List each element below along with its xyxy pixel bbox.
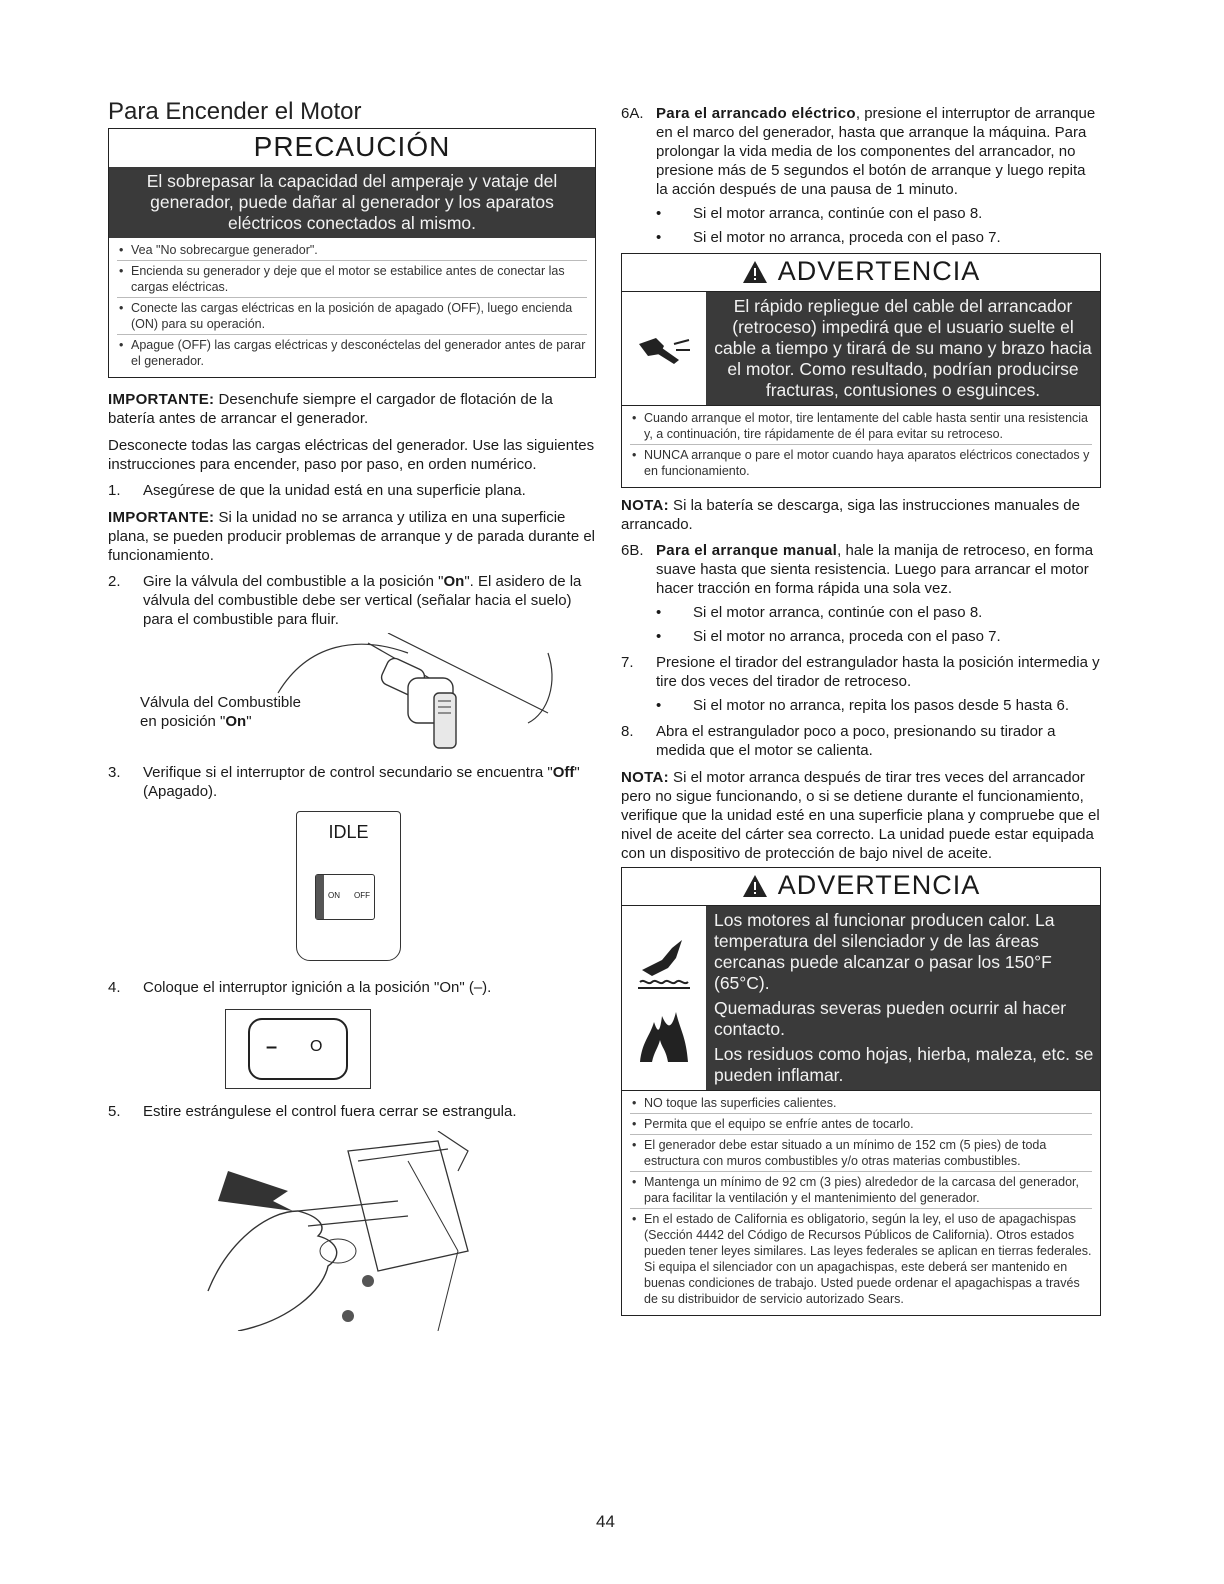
warning-triangle-icon: [742, 874, 768, 898]
ignition-switch-figure: [108, 1009, 596, 1095]
nota-2: NOTA: Si el motor arranca después de tirar tres veces del arrancador pero no sigue funcionando, o si se detiene durante el funcionamiento, verifique que la unidad esté en una superficie plana y compruebe que el nivel de aceite del cárter sea correcto. La unidad puede estar equipada con un dispositivo de protección de bajo nivel de aceite.: [621, 769, 1100, 862]
advertencia-band-1: El rápido repliegue del cable del arrancador (retroceso) impedirá que el usuario suelte el cable a tiempo y tirará de su mano y brazo hacia el motor. Como resultado, podrían producirse fracturas, contusiones o esguinces.: [706, 292, 1100, 405]
list-item: • NO toque las superficies calientes.: [630, 1093, 1092, 1113]
list-item: • El generador debe estar situado a un mínimo de 152 cm (5 pies) de toda estructura con muros combustibles y/o otras materias combustibles.: [630, 1134, 1092, 1171]
list-item: • Vea "No sobrecargue generador".: [117, 240, 587, 260]
step-6a-sub-1: • Si el motor arranca, continúe con el paso 8.: [621, 204, 1101, 223]
list-item: • Encienda su generador y deje que el motor se estabilice antes de conectar las cargas eléctricas.: [117, 260, 587, 297]
step-6a-sub-2: • Si el motor no arranca, proceda con el paso 7.: [621, 228, 1101, 247]
advertencia-band-2c: Los residuos como hojas, hierba, maleza, etc. se pueden inflamar.: [714, 1044, 1094, 1085]
idle-off-label: OFF: [354, 891, 370, 900]
switch-dash: –: [266, 1036, 278, 1058]
idle-label: IDLE: [328, 822, 369, 842]
precaucion-box: [108, 128, 596, 378]
advertencia-bullets-1: [622, 405, 1100, 487]
page-number: 44: [596, 1512, 615, 1531]
list-item: • Cuando arranque el motor, tire lentamente del cable hasta sentir una resistencia y, a continuación, tire rápidamente de él para evitar su retroceso.: [630, 408, 1092, 444]
switch-o: O: [310, 1038, 323, 1055]
warning-triangle-icon: [742, 260, 768, 284]
step-1: 1. Asegúrese de que la unidad está en una superficie plana.: [108, 482, 526, 499]
step-6a: 6A. Para el arrancado eléctrico, presione el interruptor de arranque en el marco del generador, hasta que arranque la máquina. Para prolongar la vida media de los componentes del arrancador, no presione más de 5 segundos el botón de arranque y luego repita la acción después de una pausa de 1 minuto.: [621, 105, 1096, 198]
fire-icon: [632, 1002, 696, 1066]
list-item: • NUNCA arranque o pare el motor cuando haya aparatos eléctricos conectados y en funcionamiento.: [630, 444, 1092, 481]
list-item: • Apague (OFF) las cargas eléctricas y desconéctelas del generador antes de parar el generador.: [117, 334, 587, 371]
step-7: 7. Presione el tirador del estrangulador hasta la posición intermedia y tire dos veces del tirador de retroceso.: [621, 654, 1100, 690]
ignition-switch[interactable]: [248, 1018, 348, 1080]
intro-paragraph: Desconecte todas las cargas eléctricas del generador. Use las siguientes instrucciones para encender, paso por paso, en orden numérico.: [108, 437, 595, 473]
section-title: Para Encender el Motor: [108, 98, 362, 125]
list-item: • Conecte las cargas eléctricas en la posición de apagado (OFF), luego encienda (ON) para su operación.: [117, 297, 587, 334]
fuel-valve-figure: [108, 633, 596, 753]
advertencia-bullets-2: [622, 1090, 1100, 1315]
step-6b: 6B. Para el arranque manual, hale la manija de retroceso, en forma suave hasta que sienta resistencia. Luego para arrancar el motor hacer tracción en forma rápida una sola vez.: [621, 542, 1094, 597]
advertencia-band-2b: Quemaduras severas pueden ocurrir al hacer contacto.: [714, 998, 1067, 1039]
step-5: 5. Estire estrángulese el control fuera cerrar se estrangula.: [108, 1103, 517, 1120]
list-item: • Mantenga un mínimo de 92 cm (3 pies) alrededor de la carcasa del generador, para facilitar la ventilación y el mantenimiento del generador.: [630, 1171, 1092, 1208]
nota-1: NOTA: Si la batería se descarga, siga las instrucciones manuales de arrancado.: [621, 497, 1080, 533]
step-8: 8. Abra el estrangulador poco a poco, presionando su tirador a medida que el motor se calienta.: [621, 723, 1056, 759]
important-note-1: IMPORTANTE: Desenchufe siempre el cargador de flotación de la batería antes de arrancar el generador.: [108, 391, 553, 427]
list-item: • En el estado de California es obligatorio, según la ley, el uso de apagachispas (Sección 4442 del Código de Recursos Públicos de California). Otros estados pueden tener leyes similares. Las leyes federales se aplican en tierras federales. Si equipa el silenciador con un apagachispas, este deberá ser mantenido en buenas condiciones de trabajo. Usted puede ordenar el apagachispas a través de su distribuidor de servicio autorizado Sears.: [630, 1208, 1092, 1309]
valve-caption: Válvula del Combustible en posición "On": [140, 694, 301, 730]
hot-surface-icon: [632, 930, 696, 994]
precaucion-heading: PRECAUCIÓN: [253, 131, 451, 162]
idle-on-label: ON: [328, 891, 340, 900]
step-6b-sub-1: • Si el motor arranca, continúe con el paso 8.: [621, 603, 1101, 622]
recoil-hand-icon: [634, 324, 694, 374]
idle-switch-figure: [108, 811, 596, 971]
advertencia-band-2a: Los motores al funcionar producen calor. La temperatura del silenciador y de las áreas cercanas puede alcanzar o pasar los 150°F (65°C).: [714, 910, 1055, 993]
left-column: [108, 98, 596, 1331]
choke-hand-icon: [108, 1131, 596, 1331]
advertencia-box-1: [621, 253, 1101, 488]
list-item: • Permita que el equipo se enfríe antes de tocarlo.: [630, 1113, 1092, 1134]
step-4: 4. Coloque el interruptor ignición a la posición "On" (–).: [108, 979, 492, 996]
idle-panel: [296, 811, 401, 961]
precaucion-bullets: [109, 238, 595, 377]
advertencia-box-2: [621, 867, 1101, 1316]
advertencia-heading-2: ADVERTENCIA: [622, 868, 1100, 906]
step-7-sub: • Si el motor no arranca, repita los pasos desde 5 hasta 6.: [621, 696, 1101, 715]
step-6b-sub-2: • Si el motor no arranca, proceda con el paso 7.: [621, 627, 1101, 646]
step-2: 2. Gire la válvula del combustible a la posición "On". El asidero de la válvula del combustible debe ser vertical (señalar hacia el suelo) para el combustible para fluir.: [108, 573, 582, 628]
precaucion-band: El sobrepasar la capacidad del amperaje y vataje del generador, puede dañar al generador y los aparatos eléctricos conectados al mismo.: [109, 167, 595, 238]
idle-switch[interactable]: [315, 874, 375, 920]
advertencia-heading-1: ADVERTENCIA: [622, 254, 1100, 292]
step-3: 3. Verifique si el interruptor de control secundario se encuentra "Off" (Apagado).: [108, 764, 580, 800]
right-column: [621, 104, 1101, 1316]
important-note-2: IMPORTANTE: Si la unidad no se arranca y utiliza en una superficie plana, se pueden producir problemas de arranque y de parada durante el funcionamiento.: [108, 509, 596, 564]
